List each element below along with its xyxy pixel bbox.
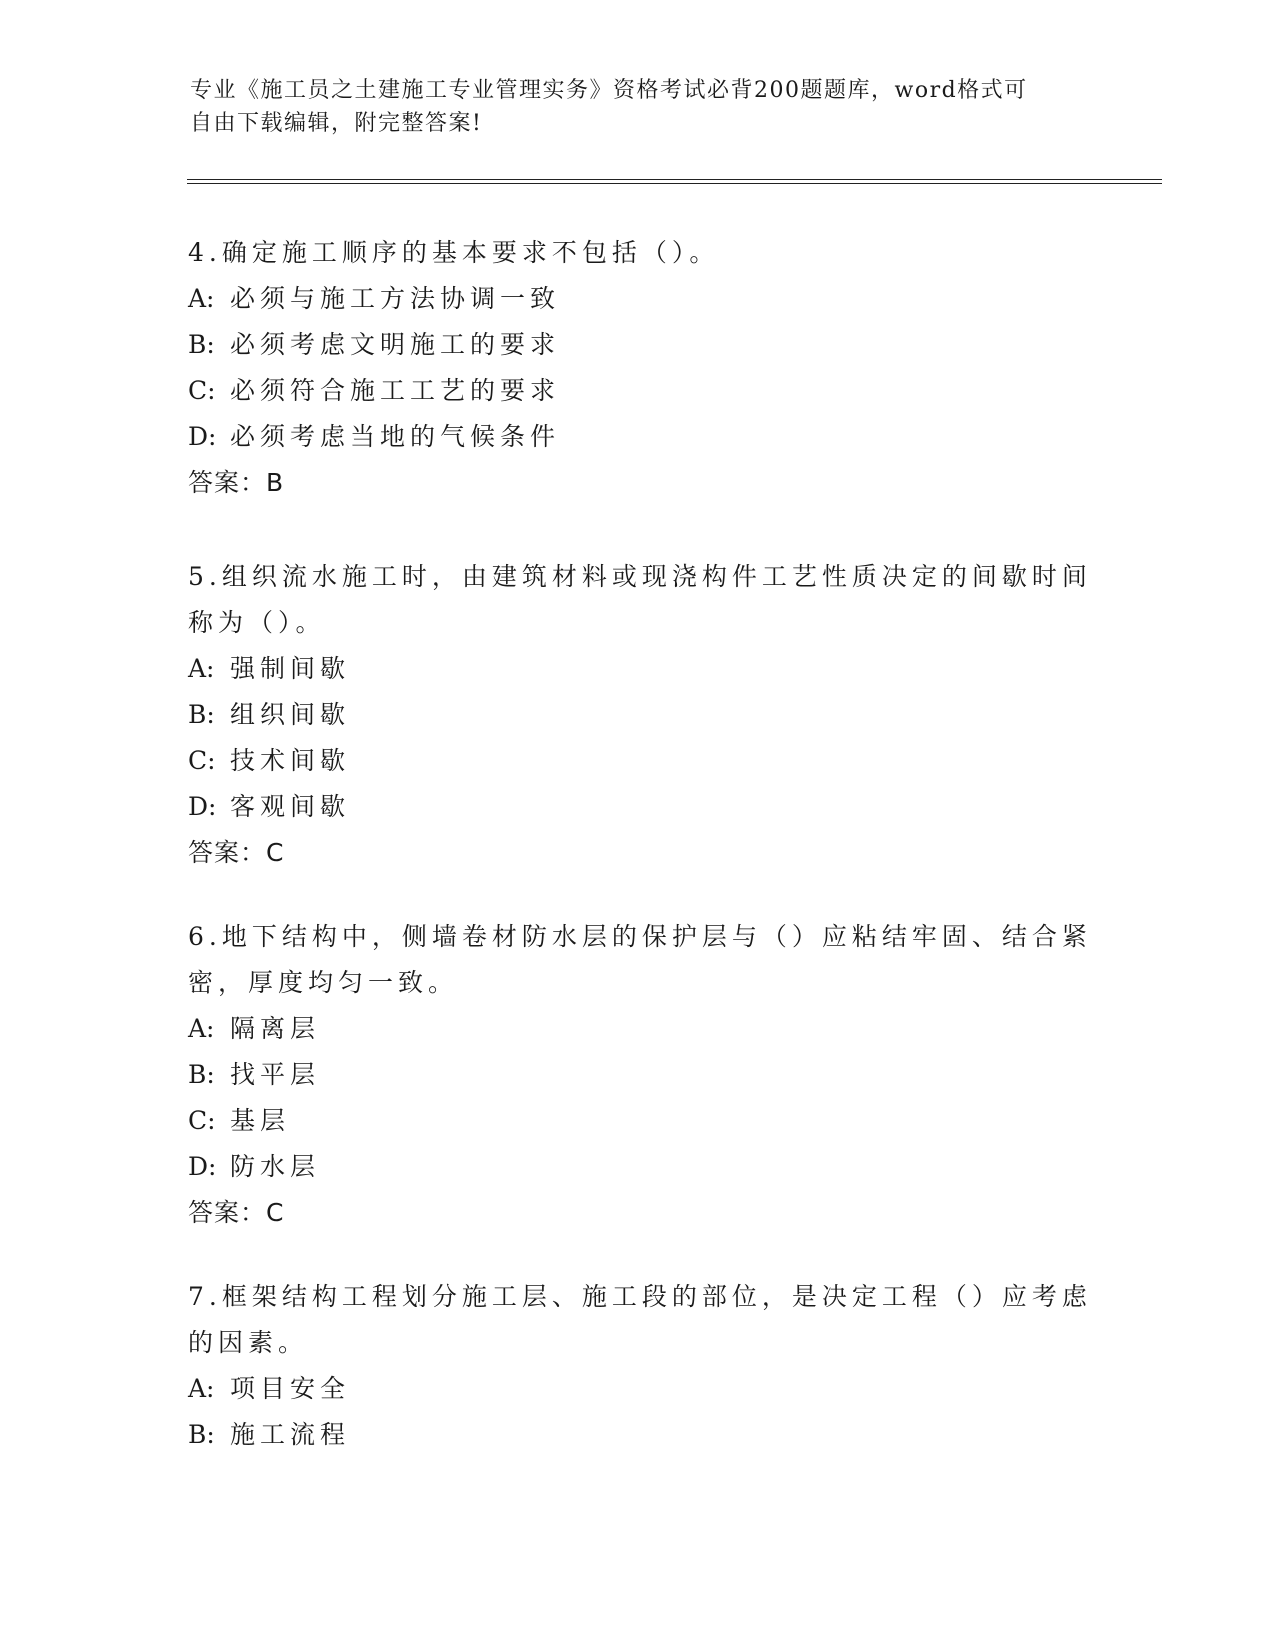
option-letter: C:	[188, 746, 216, 775]
question-6	[188, 914, 1092, 1236]
question-5	[188, 554, 1092, 876]
header-divider-top	[187, 179, 1162, 180]
option-d	[188, 784, 1068, 830]
option-d	[188, 1144, 1068, 1190]
option-text: 组织间歇	[230, 700, 351, 729]
option-letter: C:	[188, 376, 216, 405]
option-letter: A:	[188, 1374, 215, 1403]
question-stem-continued: 的因素。	[188, 1328, 309, 1357]
option-c	[188, 368, 1068, 414]
option-letter: B:	[188, 700, 215, 729]
option-letter: C:	[188, 1106, 216, 1135]
option-b	[188, 1412, 1068, 1458]
option-text: 项目安全	[230, 1374, 351, 1403]
question-4	[188, 230, 1068, 506]
option-text: 技术间歇	[230, 746, 351, 775]
option-c	[188, 738, 1068, 784]
option-b	[188, 1052, 1068, 1098]
option-text: 必须与施工方法协调一致	[230, 284, 561, 313]
option-text: 基层	[230, 1106, 291, 1135]
option-letter: B:	[188, 1060, 215, 1089]
option-text: 必须考虑文明施工的要求	[230, 330, 561, 359]
option-letter: D:	[188, 1152, 217, 1181]
option-letter: B:	[188, 1420, 215, 1449]
option-text: 防水层	[230, 1152, 321, 1181]
option-a	[188, 646, 1068, 692]
question-stem: 6.地下结构中，侧墙卷材防水层的保护层与（）应粘结牢固、结合紧	[188, 922, 1092, 951]
document-header	[190, 74, 1070, 140]
option-text: 客观间歇	[230, 792, 351, 821]
header-divider-bottom	[187, 183, 1162, 184]
question-7	[188, 1274, 1092, 1458]
option-letter: D:	[188, 792, 217, 821]
question-stem: 4.确定施工顺序的基本要求不包括（）。	[188, 238, 720, 267]
option-d	[188, 414, 1068, 460]
option-text: 隔离层	[230, 1014, 321, 1043]
option-text: 强制间歇	[230, 654, 351, 683]
question-stem: 7.框架结构工程划分施工层、施工段的部位，是决定工程（）应考虑	[188, 1282, 1092, 1311]
header-line-1: 专业《施工员之土建施工专业管理实务》资格考试必背200题题库，word格式可	[190, 78, 1028, 103]
answer-line: 答案：C	[188, 838, 285, 867]
option-letter: B:	[188, 330, 215, 359]
option-text: 施工流程	[230, 1420, 351, 1449]
question-stem-continued: 密，厚度均匀一致。	[188, 968, 459, 997]
answer-line: 答案：C	[188, 1198, 285, 1227]
option-c	[188, 1098, 1068, 1144]
question-stem-continued: 称为（）。	[188, 608, 326, 637]
option-letter: D:	[188, 422, 217, 451]
answer-line: 答案：B	[188, 468, 285, 497]
option-a	[188, 276, 1068, 322]
option-letter: A:	[188, 654, 215, 683]
question-stem: 5.组织流水施工时，由建筑材料或现浇构件工艺性质决定的间歇时间	[188, 562, 1092, 591]
option-text: 必须符合施工工艺的要求	[230, 376, 561, 405]
option-a	[188, 1366, 1068, 1412]
option-text: 必须考虑当地的气候条件	[230, 422, 561, 451]
header-line-2: 自由下载编辑，附完整答案!	[190, 111, 483, 136]
option-letter: A:	[188, 1014, 215, 1043]
option-b	[188, 322, 1068, 368]
option-a	[188, 1006, 1068, 1052]
option-letter: A:	[188, 284, 215, 313]
option-b	[188, 692, 1068, 738]
option-text: 找平层	[230, 1060, 321, 1089]
